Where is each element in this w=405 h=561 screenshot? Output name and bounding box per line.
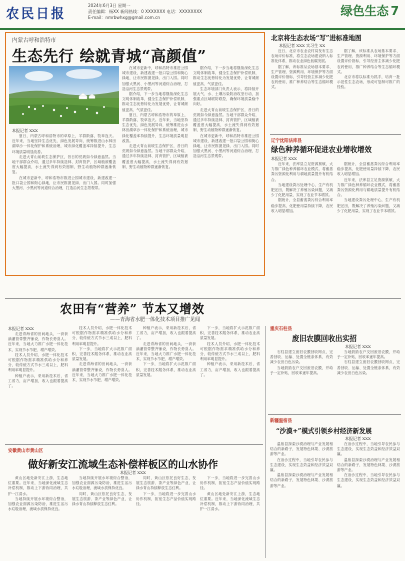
lead-paragraph: 在城市更新中，呼和浩特市推进公园城市建设，新建改建一批口袋公园和街心绿地，让市民推窗见绿、出门入园。同时加强大黑河、小黑河等河道综合治理，打造沿河生态景观带。	[122, 66, 188, 91]
anhui-paragraph: 同时，黄山区依托良好生态，发展生态旅游、茶产业等绿色产业，让绿水青山持续释放生态红利。	[136, 476, 196, 491]
xinjiang-column-1	[270, 442, 333, 556]
feature-column-1	[8, 332, 68, 442]
liaoning-location-tag: 辽宁沈阳法库县	[271, 139, 302, 144]
feature-paragraph: 种植户表示，采用新技术后，省工省力，亩产增加，收入也跟着提高了。	[200, 362, 260, 377]
beijing-headline: 北京将生态农场“写”进标准地图	[271, 34, 362, 42]
liaoning-column-1	[271, 162, 333, 296]
chongqing-headline: 废旧农膜回收出实招	[292, 334, 357, 343]
beijing-column-1	[271, 49, 333, 131]
lead-paragraph: 在城市更新中，呼和浩特市推进公园城市建设，新建改建一批口袋公园和街心绿地，让市民推窗见绿、出门入园。同时加强大黑河、小黑河等河道综合治理，打造沿河生态景观带。	[12, 175, 116, 191]
lead-paragraph: 据介绍，下一步当地将继续深化生态文明体制改革，健全生态保护补偿机制，推动生态优势转化为发展优势，让青城颜值更高、气质更佳。	[193, 66, 259, 86]
feature-paragraph: 下一步，当地将扩大示范推广面积，完善技术服务体系，推动农业高质量发展。	[72, 346, 132, 362]
anhui-byline: 本报记者 XXX	[120, 470, 146, 475]
lead-paragraph: 生态环境部门负责人表示，将持续开展大气、水、土壤污染防治攻坚行动，加强重点区域联防联控，确保环境质量稳中向好。	[193, 86, 259, 107]
masthead	[0, 0, 405, 30]
masthead-email: E-mail：nmrbwhxg@gmail.com.cn	[88, 15, 161, 20]
feature-paragraph: 技术人员介绍，水肥一体化技术可根据作物需求精准供给水分和养分，较传统方式节水三成以上，肥料利用率明显提升。	[200, 341, 260, 362]
lead-column-1	[12, 134, 116, 270]
beijing-paragraph: 据了解，该标准从农场基本要求、生产管理、资源利用、环境保护等方面设置评价指标，引导经营主体减少化肥农药使用，推广种养结合等生态循环模式。	[271, 64, 333, 90]
xinjiang-location-tag: 新疆温宿县	[270, 419, 292, 424]
beijing-paragraph: 北京市将以标准为抓手，培育一批示范性生态农场，形成可复制可推广的经验。	[337, 75, 400, 90]
feature-paragraph: 下一步，当地将扩大示范推广面积，完善技术服务体系，推动农业高质量发展。	[136, 362, 196, 377]
lead-paragraph: 走进大青山前坡生态保护区，昔日的荒坡如今绿意盎然。当地干部群众介绍，通过多年持续造林、封育管护，区域植被覆盖度大幅提高，水土流失得到有效遏制，野生动植物种群逐渐恢复。	[122, 144, 188, 169]
liaoning-paragraph: 当地建设粪污处理中心，生产有机肥还田，既解决了养殖污染问题，又减少了化肥用量，实现了农业节本增效。	[337, 198, 400, 213]
feature-subtitle: ——青海省水肥一体化技术项目推广见闻	[110, 317, 201, 323]
feature-column-4	[200, 326, 260, 442]
anhui-paragraph: 黄山区地处新安江上游，生态地位重要。近年来，当地深化流域生态补偿机制，推动上下游协同治理，共护一江清水。	[8, 476, 68, 496]
xinjiang-paragraph: 温宿县探索沙漠治理与产业发展相结合的新路子，发展特色林果、沙漠旅游等产业。	[337, 457, 400, 473]
anhui-column-2	[72, 476, 132, 558]
divider	[268, 414, 401, 415]
lead-paragraph: 在城市更新中，呼和浩特市推进公园城市建设，新建改建一批口袋公园和街心绿地，让市民推窗见绿、出门入园。同时加强大黑河、小黑河等河道综合治理，打造沿河生态景观带。	[193, 133, 259, 159]
lead-column-3	[193, 66, 259, 270]
anhui-location-tag: 安徽黄山市黄山区	[8, 449, 44, 454]
liaoning-paragraph: 据统计，全县畜禽粪污综合利用率稳步提高，化肥使用量持续下降，农民收入明显增加。	[271, 198, 333, 213]
liaoning-headline: 绿色种养循环促进农业增收增效	[271, 145, 372, 154]
anhui-paragraph: 当地持续开展水环境综合整治，加强农业面源污染防治，推进生活污水垃圾治理，流域水质保持优良。	[72, 476, 132, 491]
chongqing-paragraph: 石柱县建立废旧农膜回收网点，完善回收、运输、处置全链条体系，有效减少农田白色污染。	[337, 360, 400, 375]
section-name: 绿色生态	[340, 4, 389, 18]
chongqing-column-2	[337, 350, 400, 412]
xinjiang-paragraph: 温宿县探索沙漠治理与产业发展相结合的新路子，发展特色林果、沙漠旅游等产业。	[270, 473, 333, 488]
xinjiang-paragraph: 在治沙过程中，当地引导农民参与生态建设，实现生态效益和经济效益双赢。	[270, 457, 333, 473]
lead-paragraph: 夏日，内蒙古呼和浩特市的草原上，羊群散落，牧草连天。近年来，当地坚持生态优先、绿色发展导向，统筹推进山水林田湖草沙一体化保护和系统治理，城市绿化覆盖率持续提升，生态环境质量明显改善。	[12, 134, 116, 154]
chongqing-paragraph: 石柱县建立废旧农膜回收网点，完善回收、运输、处置全链条体系，有效减少农田白色污染。	[270, 350, 333, 365]
grassland-photo	[9, 66, 119, 124]
feature-column-3	[136, 326, 196, 442]
xinjiang-paragraph: 在治沙过程中，当地引导农民参与生态建设，实现生态效益和经济效益双赢。	[337, 473, 400, 488]
divider	[5, 444, 263, 445]
beijing-column-2	[337, 49, 400, 131]
xinjiang-paragraph: 温宿县探索沙漠治理与产业发展相结合的新路子，发展特色林果、沙漠旅游等产业。	[270, 442, 333, 457]
beijing-byline: 本报记者 XXX 实习生 XX	[279, 43, 326, 48]
anhui-paragraph: 下一步，当地将进一步完善山水协作机制，拓宽生态产品价值实现路径。	[136, 491, 196, 507]
chongqing-location-tag: 重庆石柱县	[270, 327, 292, 332]
liaoning-paragraph: 近年来，法库县立足资源禀赋，大力推广绿色种养循环农业模式，将畜禽粪污资源化利用与耕地质量提升有机结合。	[271, 162, 333, 182]
chongqing-column-1	[270, 350, 333, 412]
anhui-paragraph: 同时，黄山区依托良好生态，发展生态旅游、茶产业等绿色产业，让绿水青山持续释放生态红利。	[72, 491, 132, 507]
feature-paragraph: 走进青海省的田间地头，一套套滴灌管带整齐铺设，作物长势喜人。近年来，当地大力推广水肥一体化技术，实现节水节肥、增产增效。	[8, 332, 68, 352]
chongqing-paragraph: 当地鼓励农户交回废旧农膜，并给予一定补贴，回收率逐年提高。	[337, 350, 400, 360]
xinjiang-byline: 本报记者 XXX	[345, 436, 371, 441]
masthead-info	[88, 3, 328, 21]
anhui-headline: 做好新安江流域生态补偿样板区的山水协作	[28, 460, 218, 471]
feature-paragraph: 走进青海省的田间地头，一套套滴灌管带整齐铺设，作物长势喜人。近年来，当地大力推广水肥一体化技术，实现节水节肥、增产增效。	[136, 341, 196, 362]
chongqing-byline: 本报记者 XXX	[345, 344, 371, 349]
beijing-paragraph: 据了解，该标准从农场基本要求、生产管理、资源利用、环境保护等方面设置评价指标，引导经营主体减少化肥农药使用，推广种养结合等生态循环模式。	[337, 49, 400, 74]
lead-paragraph: 走进大青山前坡生态保护区，昔日的荒坡如今绿意盎然。当地干部群众介绍，通过多年持续造林、封育管护，区域植被覆盖度大幅提高，水土流失得到有效遏制，野生动植物种群逐渐恢复。	[193, 107, 259, 133]
lead-column-2	[122, 66, 188, 270]
anhui-column-4	[200, 476, 260, 558]
liaoning-byline: 本报记者 XXX	[271, 156, 297, 161]
anhui-paragraph: 当地持续开展水环境综合整治，加强农业面源污染防治，推进生活污水垃圾治理，流域水质保持优良。	[8, 496, 68, 512]
feature-paragraph: 走进青海省的田间地头，一套套滴灌管带整齐铺设，作物长势喜人。近年来，当地大力推广水肥一体化技术，实现节水节肥、增产增效。	[72, 362, 132, 383]
liaoning-paragraph: 据统计，全县畜禽粪污综合利用率稳步提高，化肥使用量持续下降，农民收入明显增加。	[337, 162, 400, 177]
beijing-paragraph: 近日，北京市农业农村局发布生态农场评价标准，将生态农场建设纳入标准化体系，推动农业绿色低碳发展。	[271, 49, 333, 64]
xinjiang-headline: “沙漠+”模式引领乡村经济新发展	[276, 427, 372, 435]
divider	[5, 298, 401, 299]
page-number: 7	[390, 4, 399, 18]
lead-paragraph: 夏日，内蒙古呼和浩特市的草原上，羊群散落，牧草连天。近年来，当地坚持生态优先、绿色发展导向，统筹推进山水林田湖草沙一体化保护和系统治理，城市绿化覆盖率持续提升，生态环境质量明显改善。	[122, 112, 188, 143]
xinjiang-paragraph: 在治沙过程中，当地引导农民参与生态建设，实现生态效益和经济效益双赢。	[337, 442, 400, 457]
divider	[270, 134, 401, 135]
feature-paragraph: 种植户表示，采用新技术后，省工省力，亩产增加，收入也跟着提高了。	[136, 326, 196, 341]
masthead-editor: 责任编辑：杨XX 新闻热线：0 XXXXXXX 电话：XXXXXXXX	[88, 9, 203, 14]
feature-paragraph: 技术人员介绍，水肥一体化技术可根据作物需求精准供给水分和养分，较传统方式节水三成以上，肥料利用率明显提升。	[8, 352, 68, 373]
xinjiang-column-2	[337, 442, 400, 556]
feature-paragraph: 下一步，当地将扩大示范推广面积，完善技术服务体系，推动农业高质量发展。	[200, 326, 260, 341]
lead-paragraph: 据介绍，下一步当地将继续深化生态文明体制改革，健全生态保护补偿机制，推动生态优势转化为发展优势，让青城颜值更高、气质更佳。	[122, 92, 188, 112]
masthead-date: 2024年6月3日 星期一	[88, 3, 131, 8]
liaoning-paragraph: 近年来，法库县立足资源禀赋，大力推广绿色种养循环农业模式，将畜禽粪污资源化利用与耕地质量提升有机结合。	[337, 177, 400, 198]
feature-headline: 农田有“营养” 节本又增效	[60, 302, 205, 316]
anhui-column-1	[8, 476, 68, 558]
feature-column-2	[72, 326, 132, 442]
anhui-paragraph: 黄山区地处新安江上游，生态地位重要。近年来，当地深化流域生态补偿机制，推动上下游协同治理，共护一江清水。	[200, 491, 260, 512]
newspaper-title: 农民日报	[6, 7, 67, 22]
column-divider	[265, 326, 266, 558]
chongqing-paragraph: 当地鼓励农户交回废旧农膜，并给予一定补贴，回收率逐年提高。	[270, 365, 333, 375]
lead-paragraph: 走进大青山前坡生态保护区，昔日的荒坡如今绿意盎然。当地干部群众介绍，通过多年持续造林、封育管护，区域植被覆盖度大幅提高，水土流失得到有效遏制，野生动植物种群逐渐恢复。	[12, 154, 116, 175]
feature-paragraph: 种植户表示，采用新技术后，省工省力，亩产增加，收入也跟着提高了。	[8, 373, 68, 389]
anhui-column-3	[136, 476, 196, 558]
lead-byline: 本报记者 XXX	[12, 128, 38, 133]
liaoning-paragraph: 当地建设粪污处理中心，生产有机肥还田，既解决了养殖污染问题，又减少了化肥用量，实现了农业节本增效。	[271, 182, 333, 198]
liaoning-column-2	[337, 162, 400, 296]
feature-paragraph: 技术人员介绍，水肥一体化技术可根据作物需求精准供给水分和养分，较传统方式节水三成以上，肥料利用率明显提升。	[72, 326, 132, 346]
feature-byline: 本报记者 XXX	[8, 326, 34, 331]
lead-headline: 生态先行 绘就青城“高颜值”	[12, 47, 207, 65]
anhui-paragraph: 下一步，当地将进一步完善山水协作机制，拓宽生态产品价值实现路径。	[200, 476, 260, 491]
section-label	[341, 2, 399, 19]
lead-kicker: 内蒙古呼和浩特市	[12, 38, 57, 44]
